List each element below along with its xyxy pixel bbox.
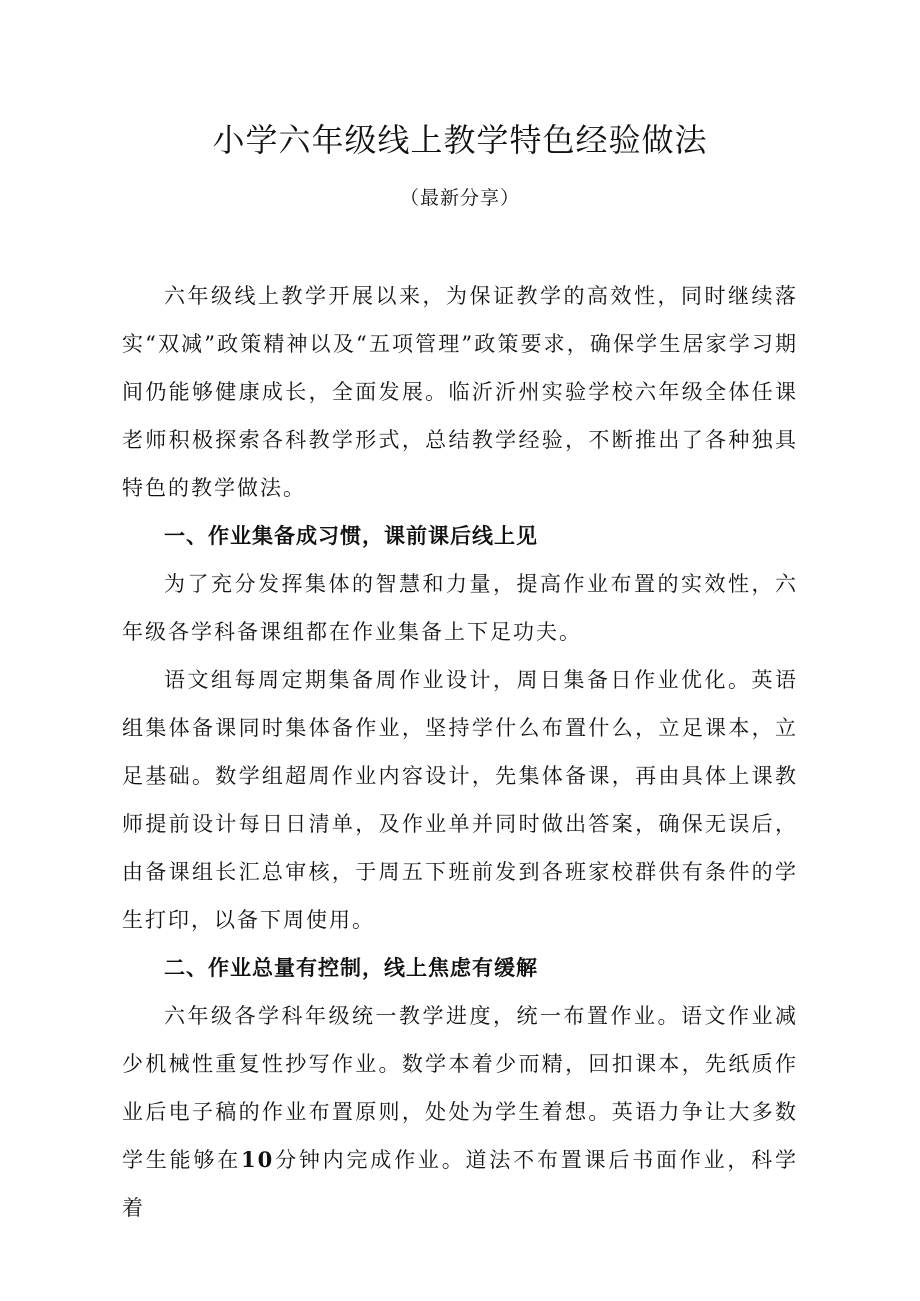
section-2-paragraph-1-number: 10 (241, 1147, 275, 1172)
section-2-paragraph-1-text-a: 六年级各学科年级统一教学进度，统一布置作业。语文作业减少机械性重复性抄写作业。数学本着少而精，回扣课本，先纸质作业后电子稿的作业布置原则，处处为学生着想。英语力争让大多数学生能够在 (122, 1004, 798, 1172)
section-1-heading: 一、作业集备成习惯，课前课后线上见 (164, 524, 538, 548)
intro-paragraph: 六年级线上教学开展以来，为保证教学的高效性，同时继续落实“双减”政策精神以及“五项管理”政策要求，确保学生居家学习期间仍能够健康成长，全面发展。临沂沂州实验学校六年级全体任课老师积极探索各科教学形式，总结教学经验，不断推出了各种独具特色的教学做法。 (122, 284, 798, 500)
document-title: 小学六年级线上教学特色经验做法 (212, 121, 708, 159)
section-2-paragraph-1-text-b: 分钟内完成作业。道法不布置课后书面作业，科学着 (122, 1148, 798, 1220)
section-1-paragraph-2: 语文组每周定期集备周作业设计，周日集备日作业优化。英语组集体备课同时集体备作业，坚持学什么布置什么，立足课本，立足基础。数学组超周作业内容设计，先集体备课，再由具体上课教师提前设计每日日清单，及作业单并同时做出答案，确保无误后，由备课组长汇总审核，于周五下班前发到各班家校群供有条件的学生打印，以备下周使用。 (122, 668, 798, 932)
section-2-paragraph-1 (122, 992, 798, 1232)
document-body (122, 272, 798, 1232)
document-subtitle: （最新分享） (399, 187, 520, 209)
section-2-heading: 二、作业总量有控制，线上焦虑有缓解 (164, 956, 538, 980)
section-1-paragraph-1: 为了充分发挥集体的智慧和力量，提高作业布置的实效性，六年级各学科备课组都在作业集备上下足功夫。 (122, 572, 798, 644)
